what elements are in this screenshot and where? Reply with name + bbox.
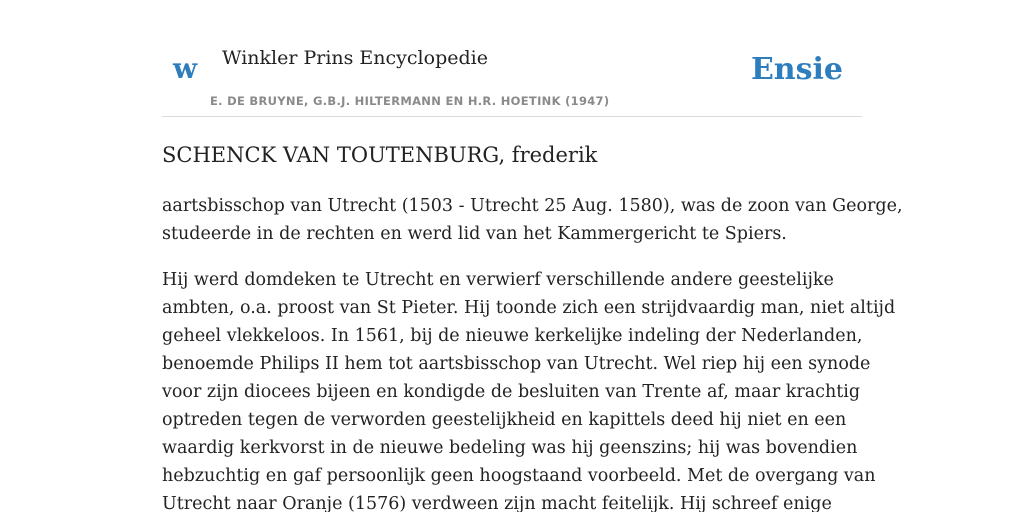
paragraph-line: studeerde in de rechten en werd lid van het Kammergericht te Spiers.: [162, 224, 787, 244]
source-authors: E. DE BRUYNE, G.B.J. HILTERMANN EN H.R. HOETINK (1947): [210, 94, 610, 108]
paragraph-line: hebzuchtig en gaf persoonlijk geen hoogstaand voorbeeld. Met de overgang van: [162, 466, 876, 486]
article-paragraph: [162, 266, 896, 512]
brand-logo[interactable]: Ensie: [750, 52, 843, 87]
article-title: SCHENCK VAN TOUTENBURG, frederik: [162, 143, 598, 167]
paragraph-line: geheel vlekkeloos. In 1561, bij de nieuwe kerkelijke indeling der Nederlanden,: [162, 326, 863, 346]
source-logo-icon[interactable]: w: [173, 52, 198, 85]
paragraph-line: optreden tegen de verworden geestelijkheid en kapittels deed hij niet en een: [162, 410, 847, 430]
paragraph-line: Utrecht naar Oranje (1576) verdween zijn macht feitelijk. Hij schreef enige: [162, 494, 832, 512]
paragraph-line: ambten, o.a. proost van St Pieter. Hij toonde zich een strijdvaardig man, niet altijd: [162, 298, 896, 318]
paragraph-line: voor zijn diocees bijeen en kondigde de besluiten van Trente af, maar krachtig: [162, 382, 861, 402]
paragraph-line: aartsbisschop van Utrecht (1503 - Utrecht 25 Aug. 1580), was de zoon van George,: [162, 196, 903, 216]
paragraph-line: waardig kerkvorst in de nieuwe bedeling was hij geenszins; hij was bovendien: [162, 438, 858, 458]
paragraph-line: benoemde Philips II hem tot aartsbisschop van Utrecht. Wel riep hij een synode: [162, 354, 871, 374]
paragraph-line: Hij werd domdeken te Utrecht en verwierf verschillende andere geestelijke: [162, 270, 834, 290]
article-paragraph: [162, 192, 903, 248]
article-body: [162, 192, 903, 512]
source-title[interactable]: Winkler Prins Encyclopedie: [222, 47, 488, 69]
source-header: [162, 0, 862, 117]
